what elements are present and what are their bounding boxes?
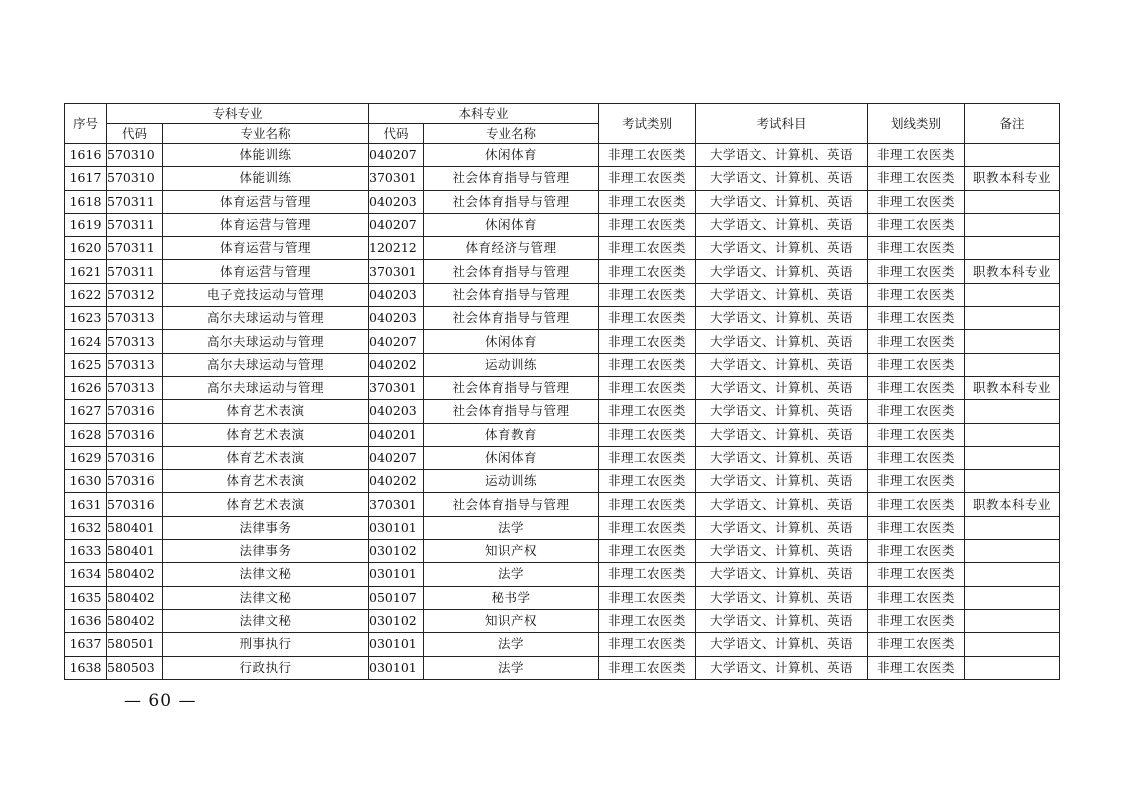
row-exam-subjects: 大学语文、计算机、英语 — [696, 586, 868, 609]
table-row — [65, 470, 1060, 493]
row-line-type: 非理工农医类 — [868, 260, 965, 283]
row-bk-name: 体育教育 — [424, 423, 599, 446]
row-bk-code: 030101 — [369, 656, 424, 679]
row-line-type: 非理工农医类 — [868, 493, 965, 516]
row-seq: 1637 — [65, 633, 107, 656]
row-bk-name: 社会体育指导与管理 — [424, 283, 599, 306]
row-seq: 1625 — [65, 353, 107, 376]
row-seq: 1638 — [65, 656, 107, 679]
row-line-type: 非理工农医类 — [868, 213, 965, 236]
row-exam-type: 非理工农医类 — [599, 190, 696, 213]
row-remark — [965, 609, 1060, 632]
row-bk-code: 040207 — [369, 213, 424, 236]
row-seq: 1628 — [65, 423, 107, 446]
row-remark — [965, 144, 1060, 167]
row-line-type: 非理工农医类 — [868, 283, 965, 306]
row-bk-name: 社会体育指导与管理 — [424, 376, 599, 399]
row-zk-name: 高尔夫球运动与管理 — [163, 376, 369, 399]
row-exam-subjects: 大学语文、计算机、英语 — [696, 213, 868, 236]
row-exam-type: 非理工农医类 — [599, 656, 696, 679]
table-row — [65, 446, 1060, 469]
row-seq: 1621 — [65, 260, 107, 283]
row-line-type: 非理工农医类 — [868, 540, 965, 563]
row-exam-type: 非理工农医类 — [599, 376, 696, 399]
row-exam-subjects: 大学语文、计算机、英语 — [696, 190, 868, 213]
row-exam-type: 非理工农医类 — [599, 213, 696, 236]
row-exam-subjects: 大学语文、计算机、英语 — [696, 144, 868, 167]
row-zk-name: 体育艺术表演 — [163, 493, 369, 516]
row-zk-name: 体育艺术表演 — [163, 470, 369, 493]
row-exam-subjects: 大学语文、计算机、英语 — [696, 167, 868, 190]
table-row — [65, 540, 1060, 563]
header-benke: 本科专业 — [369, 104, 599, 124]
row-bk-code: 370301 — [369, 260, 424, 283]
row-zk-name: 法律文秘 — [163, 563, 369, 586]
row-seq: 1631 — [65, 493, 107, 516]
row-line-type: 非理工农医类 — [868, 144, 965, 167]
row-exam-subjects: 大学语文、计算机、英语 — [696, 633, 868, 656]
table-row — [65, 144, 1060, 167]
row-seq: 1617 — [65, 167, 107, 190]
row-seq: 1634 — [65, 563, 107, 586]
row-remark: 职教本科专业 — [965, 493, 1060, 516]
row-zk-code: 570313 — [107, 330, 163, 353]
row-bk-code: 040202 — [369, 353, 424, 376]
row-zk-code: 570316 — [107, 493, 163, 516]
table-row — [65, 516, 1060, 539]
row-line-type: 非理工农医类 — [868, 330, 965, 353]
row-line-type: 非理工农医类 — [868, 633, 965, 656]
row-zk-code: 580401 — [107, 516, 163, 539]
row-line-type: 非理工农医类 — [868, 470, 965, 493]
row-remark — [965, 563, 1060, 586]
row-remark — [965, 353, 1060, 376]
row-exam-type: 非理工农医类 — [599, 470, 696, 493]
row-exam-type: 非理工农医类 — [599, 516, 696, 539]
row-exam-subjects: 大学语文、计算机、英语 — [696, 283, 868, 306]
row-zk-name: 行政执行 — [163, 656, 369, 679]
row-remark — [965, 190, 1060, 213]
row-exam-subjects: 大学语文、计算机、英语 — [696, 307, 868, 330]
row-line-type: 非理工农医类 — [868, 423, 965, 446]
header-exam-type: 考试类别 — [599, 104, 696, 144]
table-row — [65, 213, 1060, 236]
row-seq: 1624 — [65, 330, 107, 353]
row-exam-subjects: 大学语文、计算机、英语 — [696, 376, 868, 399]
row-bk-name: 社会体育指导与管理 — [424, 307, 599, 330]
row-bk-name: 运动训练 — [424, 353, 599, 376]
table-row — [65, 283, 1060, 306]
row-seq: 1623 — [65, 307, 107, 330]
header-row-top — [65, 104, 1060, 124]
row-zk-name: 体能训练 — [163, 144, 369, 167]
row-zk-code: 570316 — [107, 423, 163, 446]
row-exam-subjects: 大学语文、计算机、英语 — [696, 493, 868, 516]
row-bk-name: 知识产权 — [424, 609, 599, 632]
row-bk-code: 040203 — [369, 307, 424, 330]
row-line-type: 非理工农医类 — [868, 656, 965, 679]
row-bk-code: 030101 — [369, 633, 424, 656]
row-zk-name: 体育艺术表演 — [163, 446, 369, 469]
row-bk-code: 120212 — [369, 237, 424, 260]
row-bk-code: 040203 — [369, 190, 424, 213]
row-zk-name: 高尔夫球运动与管理 — [163, 353, 369, 376]
row-bk-code: 040202 — [369, 470, 424, 493]
row-seq: 1622 — [65, 283, 107, 306]
row-zk-name: 体育运营与管理 — [163, 213, 369, 236]
row-seq: 1627 — [65, 400, 107, 423]
table-body — [65, 144, 1060, 680]
row-zk-code: 580501 — [107, 633, 163, 656]
row-line-type: 非理工农医类 — [868, 516, 965, 539]
row-zk-code: 580503 — [107, 656, 163, 679]
row-bk-code: 030102 — [369, 609, 424, 632]
row-line-type: 非理工农医类 — [868, 609, 965, 632]
row-zk-code: 570311 — [107, 213, 163, 236]
row-bk-code: 370301 — [369, 376, 424, 399]
row-exam-type: 非理工农医类 — [599, 330, 696, 353]
table-row — [65, 563, 1060, 586]
row-line-type: 非理工农医类 — [868, 446, 965, 469]
row-seq: 1632 — [65, 516, 107, 539]
row-zk-name: 高尔夫球运动与管理 — [163, 307, 369, 330]
table-row — [65, 167, 1060, 190]
row-line-type: 非理工农医类 — [868, 190, 965, 213]
row-bk-code: 030102 — [369, 540, 424, 563]
row-zk-code: 570316 — [107, 470, 163, 493]
row-line-type: 非理工农医类 — [868, 353, 965, 376]
row-exam-subjects: 大学语文、计算机、英语 — [696, 237, 868, 260]
table-row — [65, 633, 1060, 656]
table-row — [65, 260, 1060, 283]
row-seq: 1619 — [65, 213, 107, 236]
row-bk-name: 社会体育指导与管理 — [424, 167, 599, 190]
row-line-type: 非理工农医类 — [868, 376, 965, 399]
table-row — [65, 423, 1060, 446]
table-row — [65, 190, 1060, 213]
row-remark — [965, 656, 1060, 679]
row-zk-name: 高尔夫球运动与管理 — [163, 330, 369, 353]
row-bk-name: 休闲体育 — [424, 330, 599, 353]
row-seq: 1629 — [65, 446, 107, 469]
row-remark — [965, 586, 1060, 609]
row-zk-name: 体育运营与管理 — [163, 237, 369, 260]
header-zhuanke: 专科专业 — [107, 104, 369, 124]
row-bk-name: 运动训练 — [424, 470, 599, 493]
row-bk-name: 秘书学 — [424, 586, 599, 609]
row-zk-code: 580402 — [107, 563, 163, 586]
row-exam-type: 非理工农医类 — [599, 353, 696, 376]
row-bk-code: 040203 — [369, 283, 424, 306]
row-seq: 1635 — [65, 586, 107, 609]
header-bk-code: 代码 — [369, 124, 424, 144]
row-exam-type: 非理工农医类 — [599, 237, 696, 260]
table-row — [65, 493, 1060, 516]
row-zk-name: 法律文秘 — [163, 609, 369, 632]
row-exam-type: 非理工农医类 — [599, 307, 696, 330]
row-zk-name: 刑事执行 — [163, 633, 369, 656]
row-zk-name: 体育艺术表演 — [163, 400, 369, 423]
row-zk-name: 法律文秘 — [163, 586, 369, 609]
row-line-type: 非理工农医类 — [868, 400, 965, 423]
row-zk-name: 体育运营与管理 — [163, 260, 369, 283]
row-exam-type: 非理工农医类 — [599, 260, 696, 283]
header-seq: 序号 — [65, 104, 107, 144]
row-bk-name: 知识产权 — [424, 540, 599, 563]
major-mapping-table — [64, 103, 1060, 680]
row-seq: 1630 — [65, 470, 107, 493]
row-bk-name: 休闲体育 — [424, 213, 599, 236]
page-number: — 60 — — [124, 691, 197, 711]
header-line-type: 划线类别 — [868, 104, 965, 144]
row-line-type: 非理工农医类 — [868, 563, 965, 586]
table-row — [65, 656, 1060, 679]
row-zk-code: 570311 — [107, 260, 163, 283]
row-zk-code: 570310 — [107, 144, 163, 167]
row-bk-name: 法学 — [424, 516, 599, 539]
row-exam-subjects: 大学语文、计算机、英语 — [696, 353, 868, 376]
row-line-type: 非理工农医类 — [868, 167, 965, 190]
row-exam-type: 非理工农医类 — [599, 400, 696, 423]
row-exam-type: 非理工农医类 — [599, 423, 696, 446]
row-bk-code: 040201 — [369, 423, 424, 446]
row-zk-code: 570313 — [107, 307, 163, 330]
header-exam-subjects: 考试科目 — [696, 104, 868, 144]
row-bk-name: 法学 — [424, 563, 599, 586]
row-remark — [965, 516, 1060, 539]
row-remark — [965, 307, 1060, 330]
header-zk-code: 代码 — [107, 124, 163, 144]
row-zk-name: 体能训练 — [163, 167, 369, 190]
row-exam-type: 非理工农医类 — [599, 283, 696, 306]
row-line-type: 非理工农医类 — [868, 237, 965, 260]
header-zk-name: 专业名称 — [163, 124, 369, 144]
row-exam-subjects: 大学语文、计算机、英语 — [696, 330, 868, 353]
row-bk-name: 法学 — [424, 633, 599, 656]
row-seq: 1636 — [65, 609, 107, 632]
row-bk-name: 休闲体育 — [424, 446, 599, 469]
row-bk-code: 040207 — [369, 144, 424, 167]
row-remark — [965, 470, 1060, 493]
row-remark — [965, 633, 1060, 656]
table-row — [65, 237, 1060, 260]
row-line-type: 非理工农医类 — [868, 307, 965, 330]
row-bk-code: 050107 — [369, 586, 424, 609]
row-exam-type: 非理工农医类 — [599, 633, 696, 656]
row-remark: 职教本科专业 — [965, 260, 1060, 283]
row-bk-code: 040207 — [369, 446, 424, 469]
row-exam-type: 非理工农医类 — [599, 586, 696, 609]
row-bk-name: 社会体育指导与管理 — [424, 400, 599, 423]
table-row — [65, 376, 1060, 399]
row-exam-type: 非理工农医类 — [599, 563, 696, 586]
row-remark — [965, 540, 1060, 563]
row-bk-name: 法学 — [424, 656, 599, 679]
row-exam-type: 非理工农医类 — [599, 167, 696, 190]
row-bk-code: 030101 — [369, 563, 424, 586]
row-bk-code: 040207 — [369, 330, 424, 353]
row-zk-code: 570311 — [107, 190, 163, 213]
row-bk-code: 040203 — [369, 400, 424, 423]
row-line-type: 非理工农医类 — [868, 586, 965, 609]
row-seq: 1616 — [65, 144, 107, 167]
row-exam-subjects: 大学语文、计算机、英语 — [696, 470, 868, 493]
row-exam-type: 非理工农医类 — [599, 540, 696, 563]
row-zk-code: 570316 — [107, 446, 163, 469]
row-zk-name: 法律事务 — [163, 516, 369, 539]
row-exam-subjects: 大学语文、计算机、英语 — [696, 563, 868, 586]
row-bk-code: 370301 — [369, 167, 424, 190]
row-zk-code: 570313 — [107, 376, 163, 399]
row-exam-subjects: 大学语文、计算机、英语 — [696, 516, 868, 539]
row-bk-name: 社会体育指导与管理 — [424, 190, 599, 213]
row-exam-subjects: 大学语文、计算机、英语 — [696, 446, 868, 469]
row-remark — [965, 400, 1060, 423]
row-remark — [965, 213, 1060, 236]
row-zk-code: 580402 — [107, 586, 163, 609]
row-bk-name: 体育经济与管理 — [424, 237, 599, 260]
row-zk-code: 580402 — [107, 609, 163, 632]
row-exam-type: 非理工农医类 — [599, 446, 696, 469]
row-zk-code: 570312 — [107, 283, 163, 306]
row-exam-type: 非理工农医类 — [599, 493, 696, 516]
row-exam-type: 非理工农医类 — [599, 609, 696, 632]
row-remark: 职教本科专业 — [965, 167, 1060, 190]
table-row — [65, 609, 1060, 632]
row-bk-code: 370301 — [369, 493, 424, 516]
row-remark — [965, 237, 1060, 260]
row-remark — [965, 330, 1060, 353]
row-zk-code: 570311 — [107, 237, 163, 260]
table-row — [65, 586, 1060, 609]
row-zk-code: 570313 — [107, 353, 163, 376]
row-zk-code: 570310 — [107, 167, 163, 190]
row-remark — [965, 446, 1060, 469]
row-remark — [965, 283, 1060, 306]
table-row — [65, 307, 1060, 330]
row-exam-subjects: 大学语文、计算机、英语 — [696, 540, 868, 563]
row-exam-type: 非理工农医类 — [599, 144, 696, 167]
table-row — [65, 353, 1060, 376]
row-seq: 1620 — [65, 237, 107, 260]
row-zk-name: 体育运营与管理 — [163, 190, 369, 213]
row-zk-name: 电子竞技运动与管理 — [163, 283, 369, 306]
row-bk-name: 休闲体育 — [424, 144, 599, 167]
row-zk-code: 570316 — [107, 400, 163, 423]
row-remark — [965, 423, 1060, 446]
header-bk-name: 专业名称 — [424, 124, 599, 144]
header-remark: 备注 — [965, 104, 1060, 144]
row-seq: 1626 — [65, 376, 107, 399]
row-exam-subjects: 大学语文、计算机、英语 — [696, 609, 868, 632]
table-row — [65, 400, 1060, 423]
row-exam-subjects: 大学语文、计算机、英语 — [696, 423, 868, 446]
row-zk-code: 580401 — [107, 540, 163, 563]
row-zk-name: 体育艺术表演 — [163, 423, 369, 446]
row-exam-subjects: 大学语文、计算机、英语 — [696, 656, 868, 679]
row-zk-name: 法律事务 — [163, 540, 369, 563]
row-bk-code: 030101 — [369, 516, 424, 539]
row-exam-subjects: 大学语文、计算机、英语 — [696, 260, 868, 283]
row-seq: 1633 — [65, 540, 107, 563]
row-remark: 职教本科专业 — [965, 376, 1060, 399]
row-bk-name: 社会体育指导与管理 — [424, 260, 599, 283]
row-seq: 1618 — [65, 190, 107, 213]
row-exam-subjects: 大学语文、计算机、英语 — [696, 400, 868, 423]
table-row — [65, 330, 1060, 353]
row-bk-name: 社会体育指导与管理 — [424, 493, 599, 516]
